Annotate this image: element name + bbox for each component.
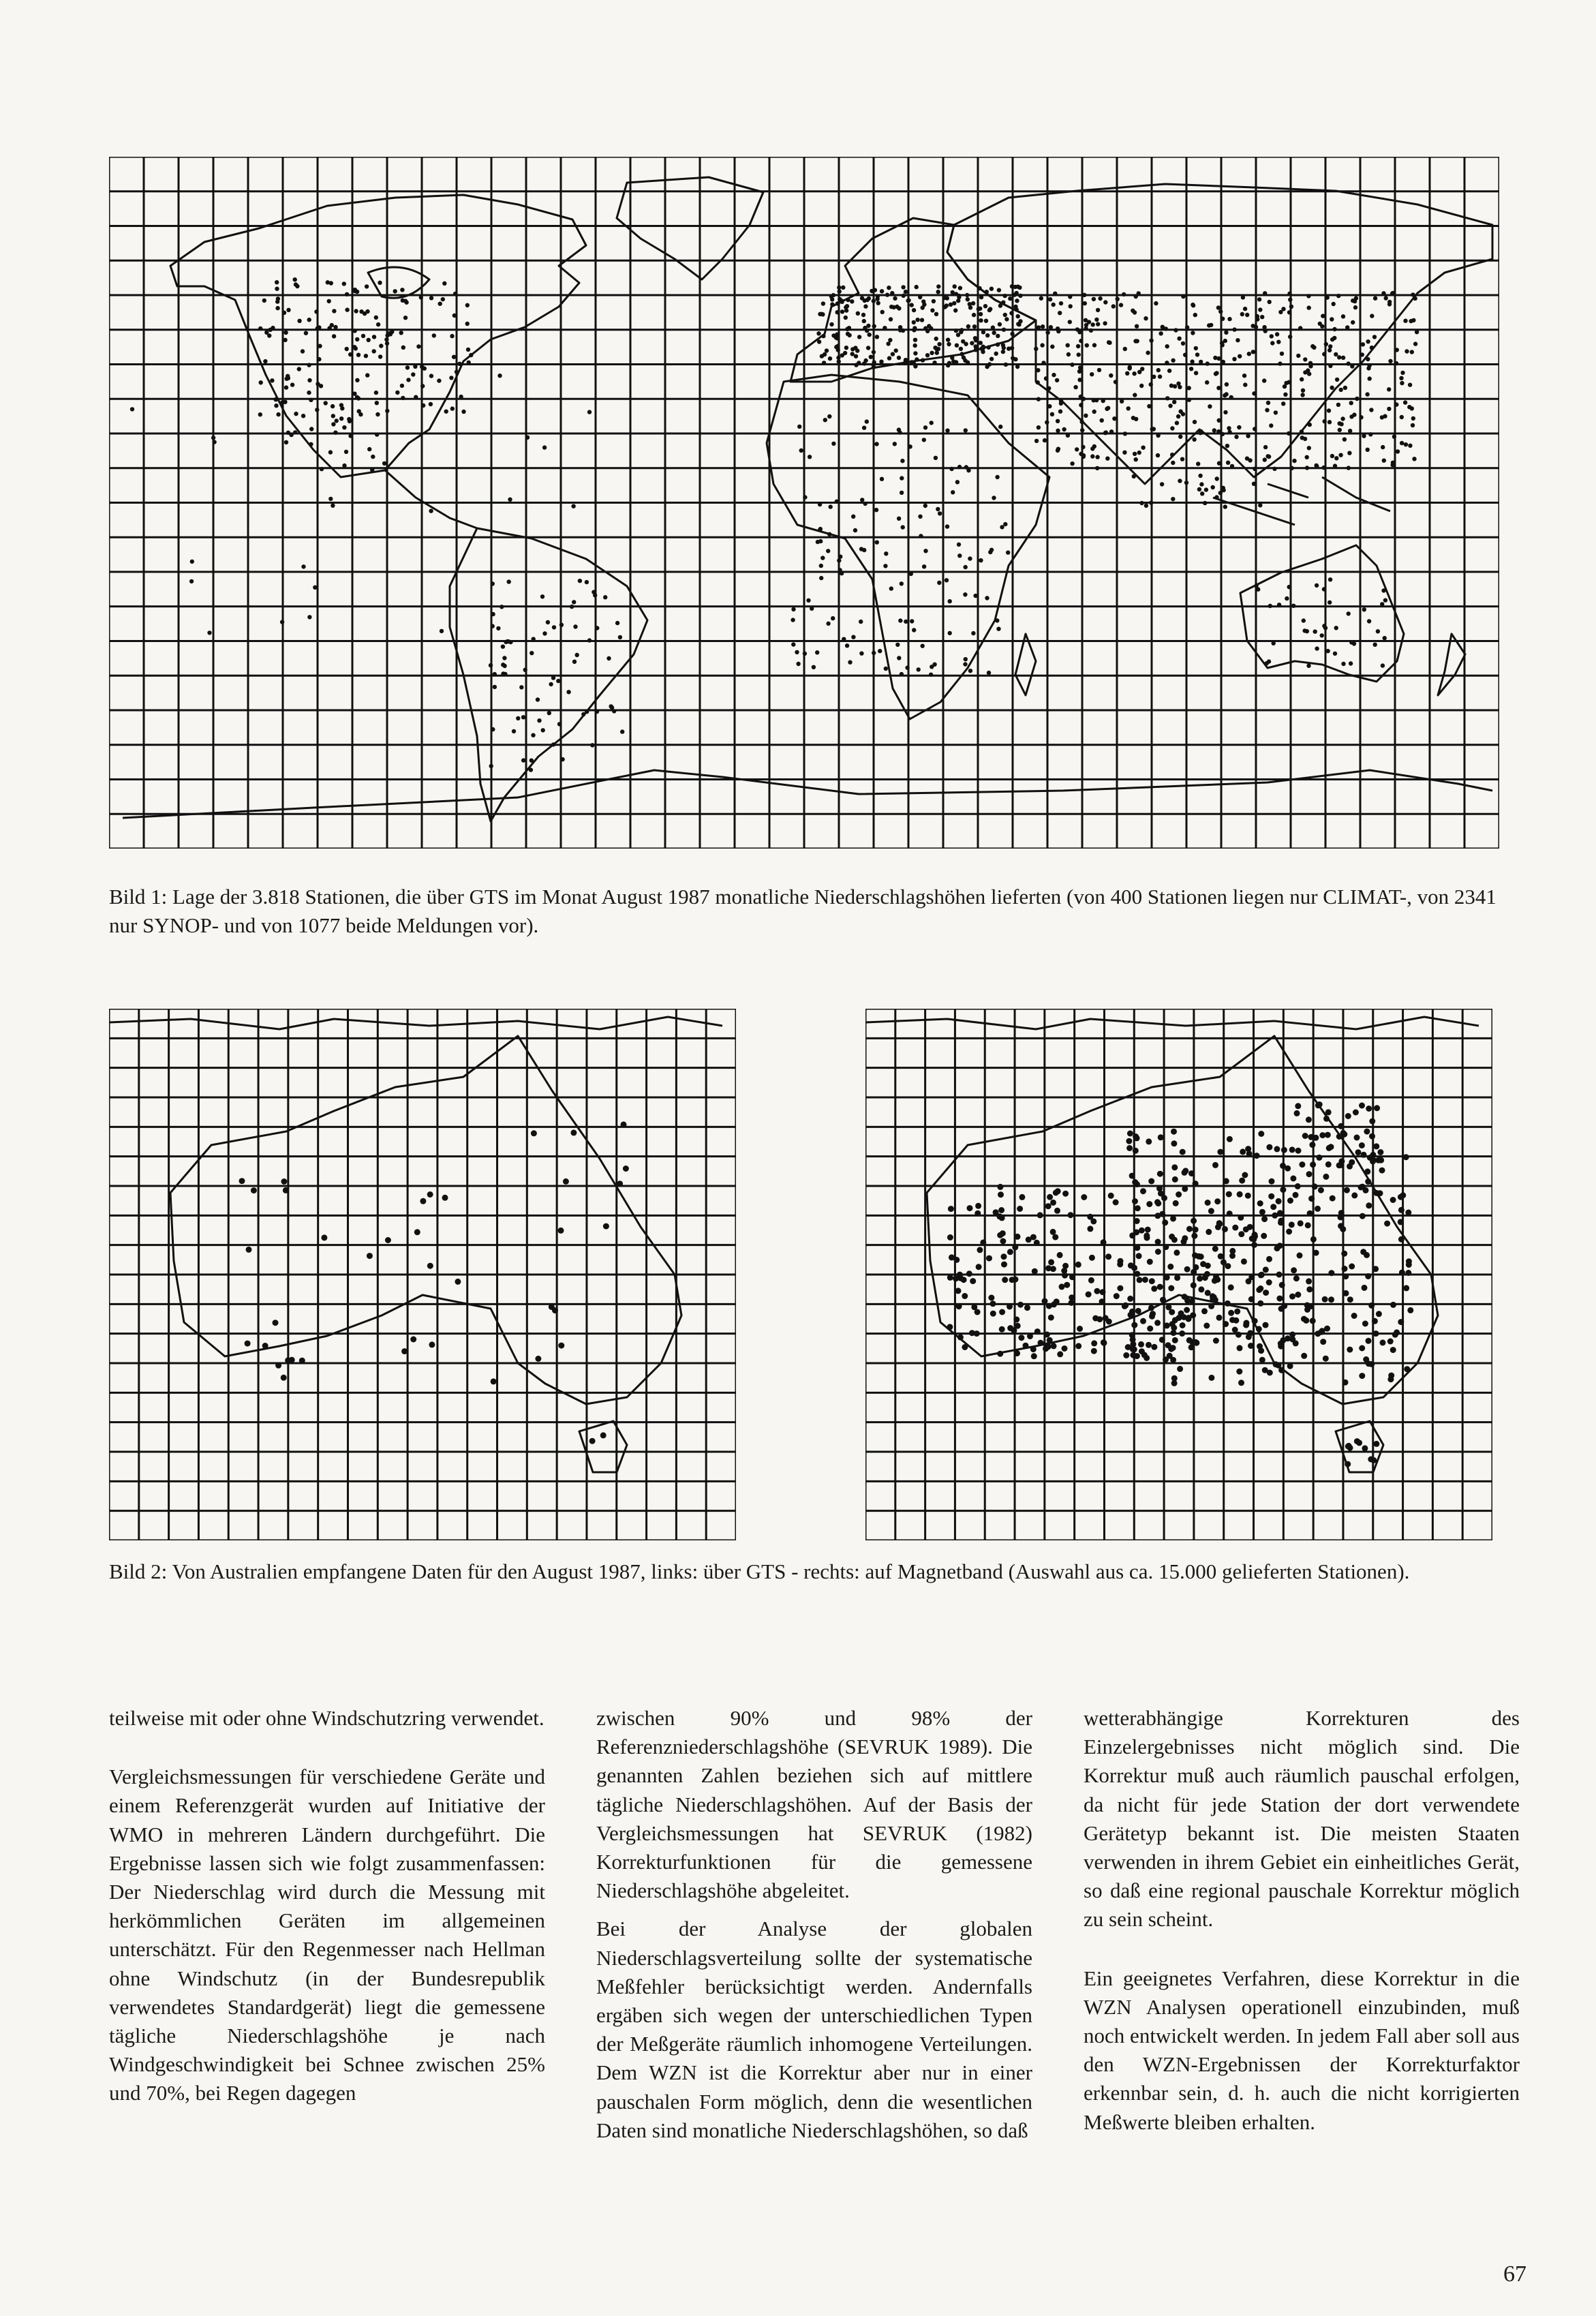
figure1-caption-text: Lage der 3.818 Stationen, die über GTS im Monat August 1987 monatliche Niederschlagshöhen lieferten (von 400 Stationen liegen nur CLIMAT-, von 2341 nur SYNOP- und von 1077 beide Meldungen vor). [109, 885, 1497, 937]
paragraph: Bei der Analyse der globalen Niederschlagsverteilung sollte der systematische Meßfehler berücksichtigt werden. Andernfalls ergäben sich wegen der unterschiedlichen Typen der Meßgeräte räumlich inhomogene Verteilungen. Dem WZN ist die Korrektur aber nur in einer pauschalen Form möglich, denn die wesentlichen Daten sind monatliche Niederschlagshöhen, so daß [596, 1917, 1032, 2142]
text-column-2 [596, 1704, 1032, 2145]
figure2-caption [109, 1557, 1526, 1586]
australia-gts-map [109, 1009, 736, 1540]
figure2-caption-text: Von Australien empfangene Daten für den August 1987, links: über GTS - rechts: auf Magnetband (Auswahl aus ca. 15.000 gelieferten Stationen). [172, 1559, 1410, 1583]
text-column-1 [109, 1704, 545, 2108]
paragraph: wetterabhängige Korrekturen des Einzelergebnisses nicht möglich sind. Die Korrektur muß auch räumlich pauschal erfolgen, da nicht für jede Station der dort verwendete Gerätetyp bekannt ist. Die meisten Staaten verwenden in ihrem Gebiet ein einheitliches Gerät, so daß eine regional pauschale Korrektur möglich zu sein scheint. [1084, 1706, 1520, 1932]
australia-tape-map [865, 1009, 1492, 1540]
figure1-caption-label: Bild 1: [109, 885, 168, 909]
paragraph: Vergleichsmessungen für verschiedene Geräte und einem Referenzgerät wurden auf Initiative der WMO in mehreren Ländern durchgeführt. Die Ergebnisse lassen sich wie folgt zusammenfassen: Der Niederschlag wird durch die Messung mit herkömmlichen Geräten im allgemeinen unterschätzt. Für den Regenmesser nach Hellman ohne Windschutz (in der Bundesrepublik verwendetes Standardgerät) liegt die gemessene tägliche Niederschlagshöhe je nach Windgeschwindigkeit bei Schnee zwischen 25% und 70%, bei Regen dagegen [109, 1765, 545, 2105]
paragraph: zwischen 90% und 98% der Referenzniederschlagshöhe (SEVRUK 1989). Die genannten Zahlen beziehen sich auf mittlere tägliche Niederschlagshöhen. Auf der Basis der Vergleichsmessungen hat SEVRUK (1982) Korrekturfunktionen für die gemessene Niederschlagshöhe abgeleitet. [596, 1706, 1032, 1903]
paragraph: Ein geeignetes Verfahren, diese Korrektur in die WZN Analysen operationell einzubinden, muß noch entwickelt werden. In jedem Fall aber soll aus den WZN-Ergebnissen der Korrekturfaktor erkennbar sein, d. h. auch die nicht korrigierten Meßwerte bleiben erhalten. [1084, 1966, 1520, 2134]
text-column-3 [1084, 1704, 1520, 2137]
figure2-caption-label: Bild 2: [109, 1559, 168, 1583]
world-station-map [109, 157, 1499, 849]
figure1-caption [109, 883, 1513, 940]
page-number: 67 [1503, 2261, 1526, 2287]
paragraph: teilweise mit oder ohne Windschutzring verwendet. [109, 1706, 544, 1730]
